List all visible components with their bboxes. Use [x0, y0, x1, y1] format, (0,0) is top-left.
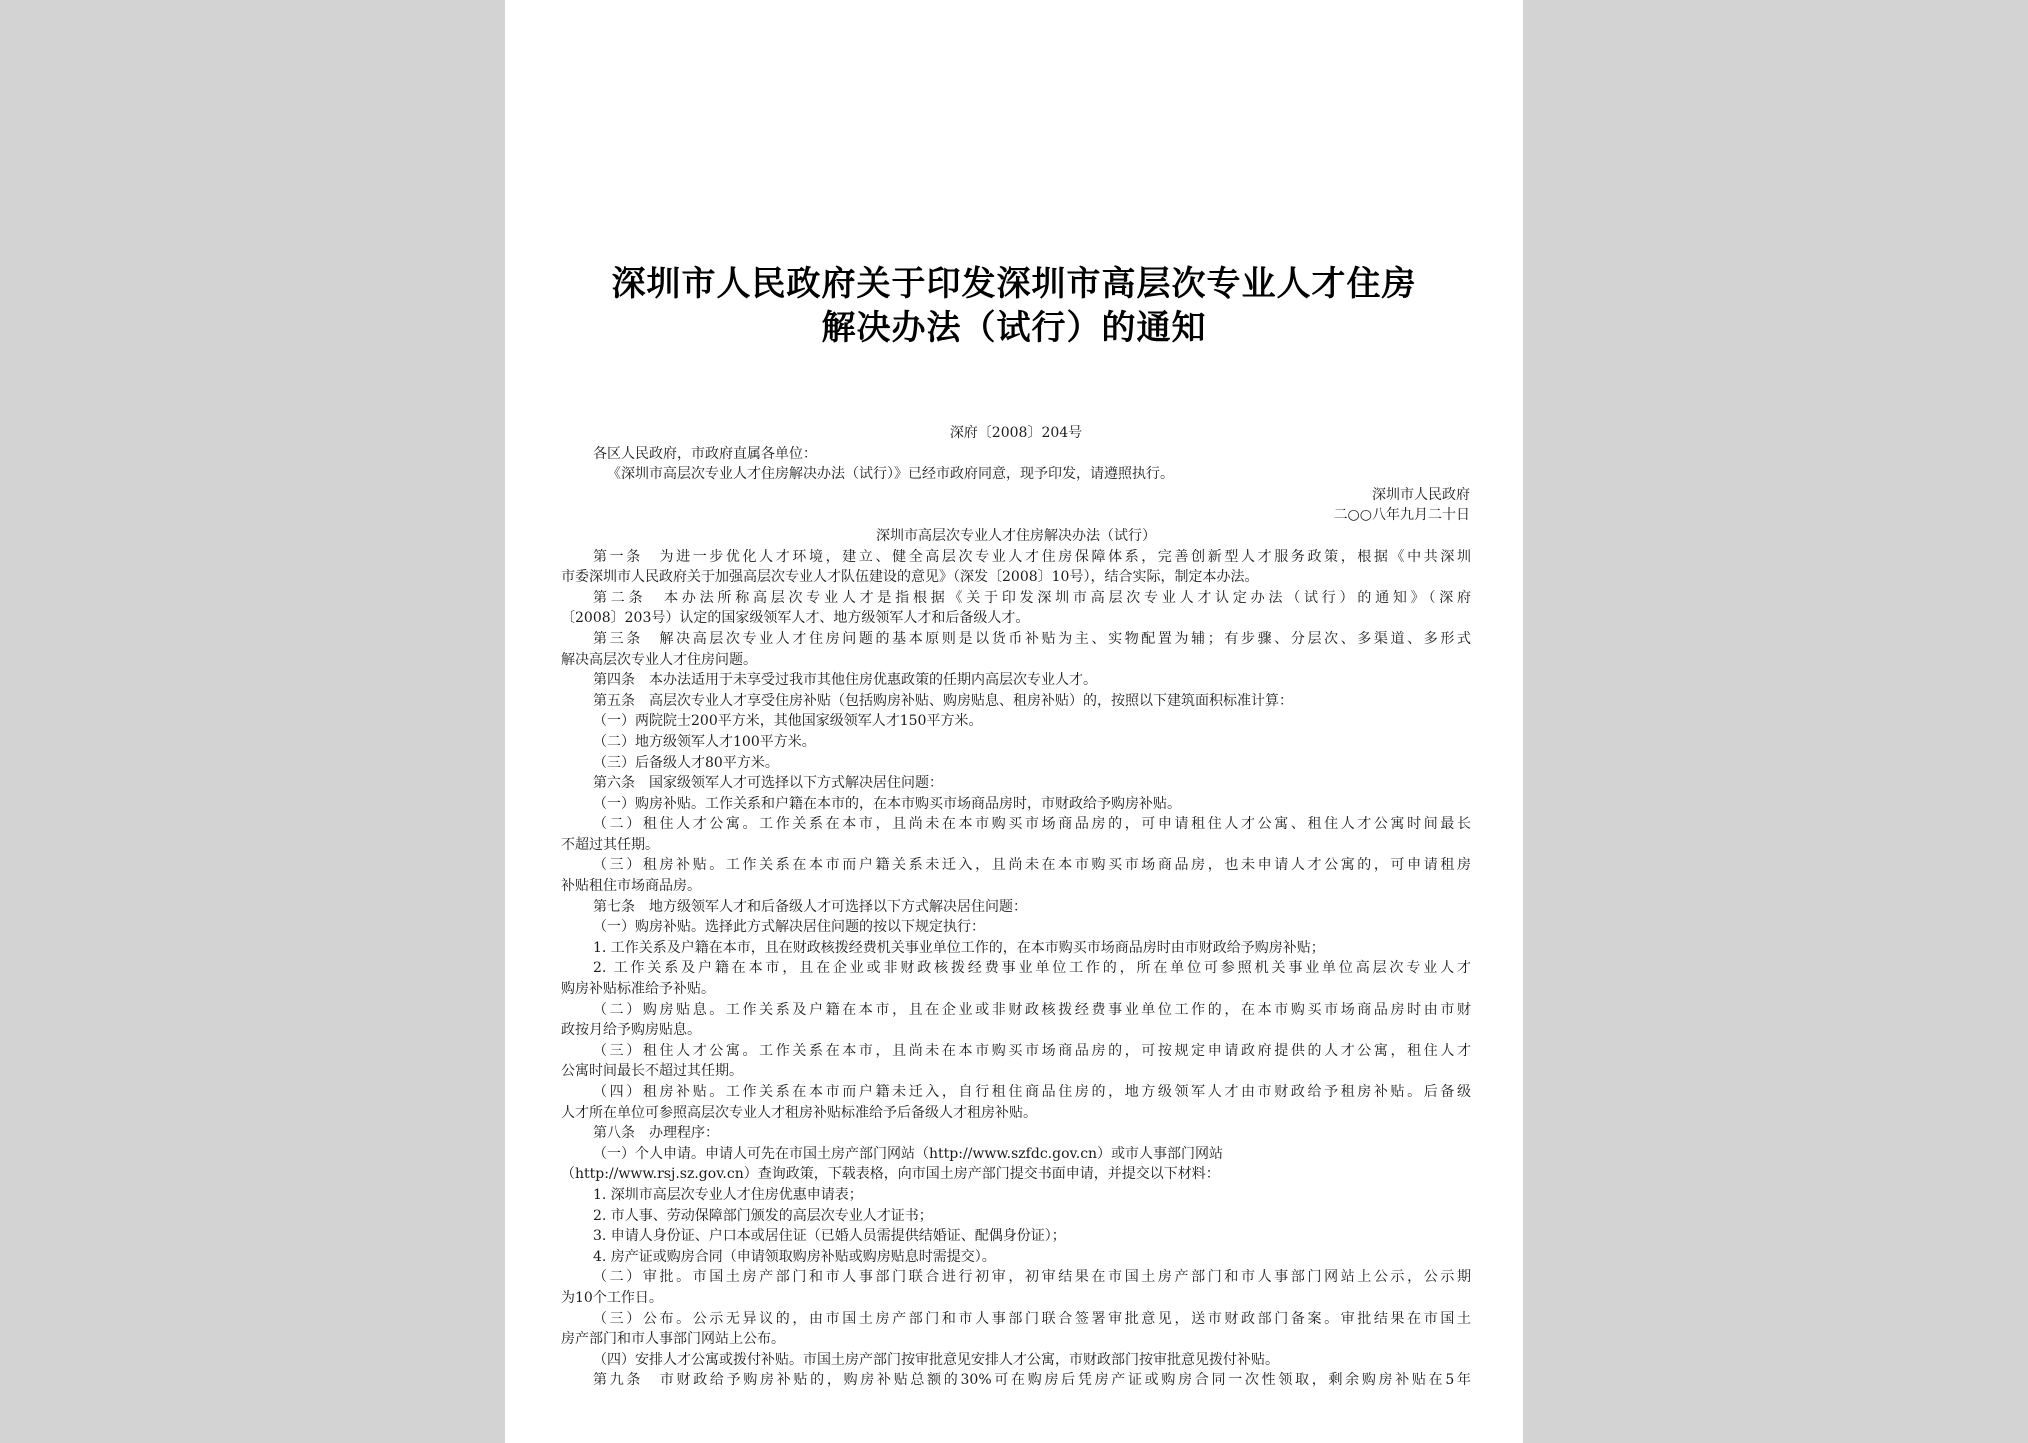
document-number: 深府〔2008〕204号	[949, 425, 1083, 441]
text-line: 4. 房产证或购房合同（申请领取购房补贴或购房贴息时需提交）。	[593, 1248, 996, 1265]
text-line: （二）租住人才公寓。工作关系在本市，且尚未在本市购买市场商品房的，可申请租住人才公寓、租住人才公寓时间最长	[593, 816, 1471, 833]
text-line: 不超过其任期。	[561, 836, 659, 853]
text-line: （二）审批。市国土房产部门和市人事部门联合进行初审，初审结果在市国土房产部门和市人事部门网站上公示，公示期	[593, 1269, 1471, 1286]
text-line: 第九条 市财政给予购房补贴的，购房补贴总额的30%可在购房后凭房产证或购房合同一次性领取，剩余购房补贴在5年	[593, 1372, 1471, 1389]
text-line: （四）租房补贴。工作关系在本市而户籍未迁入，自行租住商品住房的，地方级领军人才由市财政给予租房补贴。后备级	[593, 1084, 1471, 1100]
issuer-line: 深圳市人民政府	[1372, 486, 1470, 503]
text-line: 房产部门和市人事部门网站上公布。	[561, 1331, 785, 1348]
document-page	[505, 0, 1523, 1443]
text-line: （一）两院院士200平方米，其他国家级领军人才150平方米。	[593, 713, 983, 730]
document-body	[561, 423, 1471, 1391]
text-line: 第七条 地方级领军人才和后备级人才可选择以下方式解决居住问题：	[593, 898, 1027, 915]
title-line-2: 解决办法（试行）的通知	[821, 308, 1207, 348]
text-line: （一）购房补贴。工作关系和户籍在本市的，在本市购买市场商品房时，市财政给予购房补贴。	[593, 795, 1181, 812]
text-line: （三）公布。公示无异议的，由市国土房产部门和市人事部门联合签署审批意见，送市财政部门备案。审批结果在市国土	[593, 1310, 1471, 1327]
addressee-line: 各区人民政府，市政府直属各单位：	[593, 445, 817, 462]
text-line: （一）个人申请。申请人可先在市国土房产部门网站（http://www.szfdc.gov.cn）或市人事部门网站	[593, 1145, 1224, 1162]
text-line: 1. 工作关系及户籍在本市，且在财政核拨经费机关事业单位工作的，在本市购买市场商品房时由市财政给予购房补贴；	[593, 939, 1325, 956]
title-line-1: 深圳市人民政府关于印发深圳市高层次专业人才住房	[611, 264, 1417, 304]
text-line: 1. 深圳市高层次专业人才住房优惠申请表；	[593, 1186, 863, 1203]
measures-heading: 深圳市高层次专业人才住房解决办法（试行）	[876, 527, 1156, 544]
text-line: 解决高层次专业人才住房问题。	[561, 651, 757, 668]
text-line: 人才所在单位可参照高层次专业人才租房补贴标准给予后备级人才租房补贴。	[561, 1104, 1037, 1121]
date-line: 二○○八年九月二十日	[1333, 507, 1470, 524]
text-line: 政按月给予购房贴息。	[561, 1022, 701, 1039]
text-line: 2. 市人事、劳动保障部门颁发的高层次专业人才证书；	[593, 1207, 933, 1224]
text-line: （一）购房补贴。选择此方式解决居住问题的按以下规定执行：	[593, 919, 985, 936]
text-line: （三）租房补贴。工作关系在本市而户籍关系未迁入，且尚未在本市购买市场商品房，也未申请人才公寓的，可申请租房	[593, 857, 1471, 874]
text-line: 市委深圳市人民政府关于加强高层次专业人才队伍建设的意见》（深发〔2008〕10号），结合实际，制定本办法。	[561, 569, 1259, 586]
text-line: 第一条 为进一步优化人才环境，建立、健全高层次专业人才住房保障体系，完善创新型人才服务政策，根据《中共深圳	[593, 548, 1471, 565]
text-line: （二）地方级领军人才100平方米。	[593, 733, 816, 750]
text-line: 第六条 国家级领军人才可选择以下方式解决居住问题：	[593, 775, 943, 792]
text-line: 购房补贴标准给予补贴。	[561, 981, 715, 998]
text-line: （三）后备级人才80平方米。	[593, 754, 779, 771]
text-line: 为10个工作日。	[561, 1289, 663, 1306]
text-line: （四）安排人才公寓或拨付补贴。市国土房产部门按审批意见安排人才公寓，市财政部门按审批意见拨付补贴。	[593, 1351, 1279, 1368]
text-line: 第五条 高层次专业人才享受住房补贴（包括购房补贴、购房贴息、租房补贴）的，按照以下建筑面积标准计算：	[593, 692, 1293, 709]
text-line: 第八条 办理程序：	[593, 1125, 719, 1142]
text-line: （二）购房贴息。工作关系及户籍在本市，且在企业或非财政核拨经费事业单位工作的，在本市购买市场商品房时由市财	[593, 1001, 1471, 1018]
text-line: 第三条 解决高层次专业人才住房问题的基本原则是以货币补贴为主、实物配置为辅；有步骤、分层次、多渠道、多形式	[593, 630, 1471, 647]
text-line: 补贴租住市场商品房。	[561, 878, 701, 895]
text-line: 2. 工作关系及户籍在本市，且在企业或非财政核拨经费事业单位工作的，所在单位可参照机关事业单位高层次专业人才	[593, 960, 1471, 977]
text-line: 第二条 本办法所称高层次专业人才是指根据《关于印发深圳市高层次专业人才认定办法（试行）的通知》（深府	[593, 589, 1471, 606]
text-line: 〔2008〕203号）认定的国家级领军人才、地方级领军人才和后备级人才。	[561, 610, 1030, 627]
text-line: 第四条 本办法适用于未享受过我市其他住房优惠政策的任期内高层次专业人才。	[593, 672, 1097, 689]
text-line: （三）租住人才公寓。工作关系在本市，且尚未在本市购买市场商品房的，可按规定申请政府提供的人才公寓，租住人才	[593, 1042, 1471, 1059]
document-title	[505, 262, 1523, 350]
text-line: 公寓时间最长不超过其任期。	[561, 1063, 743, 1080]
text-line: 3. 申请人身份证、户口本或居住证（已婚人员需提供结婚证、配偶身份证）；	[593, 1228, 1066, 1245]
text-line: （http://www.rsj.sz.gov.cn）查询政策，下载表格，向市国土房产部门提交书面申请，并提交以下材料：	[561, 1166, 1220, 1183]
notice-line: 《深圳市高层次专业人才住房解决办法（试行）》已经市政府同意，现予印发，请遵照执行。	[607, 466, 1174, 483]
